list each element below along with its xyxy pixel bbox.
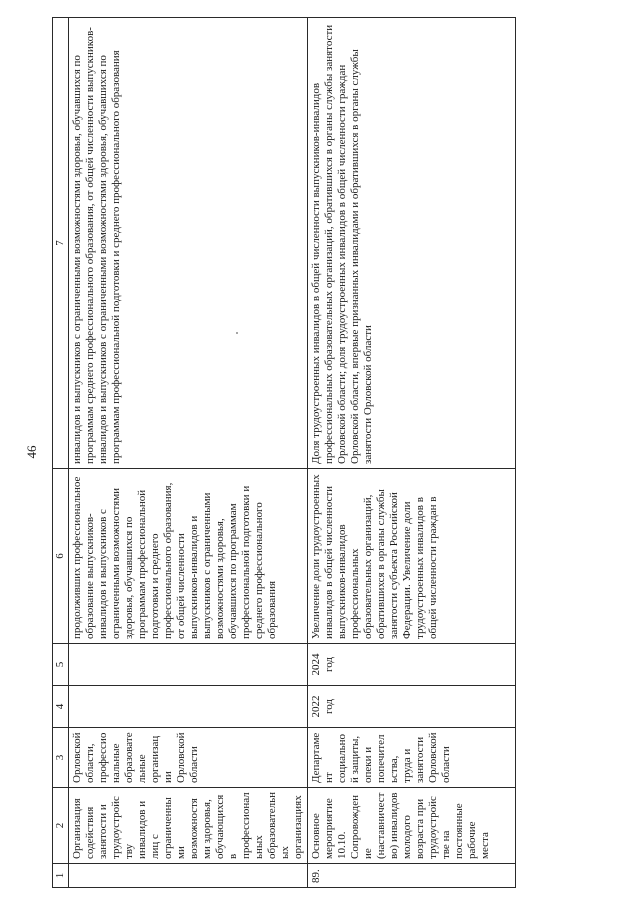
row-number bbox=[69, 864, 308, 888]
header-cell: 4 bbox=[53, 686, 69, 728]
page-number: 46 bbox=[24, 445, 39, 459]
header-cell: 1 bbox=[53, 864, 69, 888]
indicator-link: Доля трудоустроенных инвалидов в общей численности выпускников-инвалидов профессиональных образовательных организаций, обратившихся в органы службы занятости Орловской области; доля трудоустроенных инвалидов в общей численности граждан Орловской области, впервые признанных инвалидами и обратившихся в органы службы занятости Орловской области bbox=[308, 18, 516, 469]
expected-result: Увеличение доли трудоустроенных инвалидов в общей численности выпускников-инвалидов профессиональных образовательных организаций, обратившихся в органы службы занятости субъекта Российской Федерации. Увеличение доли трудоустроенных инвалидов в общей численности граждан в bbox=[308, 469, 516, 644]
row-number: 89. bbox=[308, 864, 516, 888]
end-year: 2024 год bbox=[308, 644, 516, 686]
expected-result: продолживших профессиональное образование выпускников-инвалидов и выпускников с ограниченными возможностями здоровья, обучавшихся по программам профессиональной подготовки и среднего профессионального образования, от общей численности выпускников-инвалидов и выпускников с ограниченными возможностями здоровья, обучавшихся по программам профессиональной подготовки и среднего профессионального образования bbox=[69, 469, 308, 644]
measure-name: Основное мероприятие 10.10. Сопровождение (наставничество) инвалидов молодого возраста при трудоустройстве на постоянные рабочие места bbox=[308, 788, 516, 864]
header-row bbox=[53, 18, 69, 888]
table-row bbox=[308, 18, 516, 888]
measures-table bbox=[52, 17, 516, 888]
start-year bbox=[69, 686, 308, 728]
end-year bbox=[69, 644, 308, 686]
header-cell: 6 bbox=[53, 469, 69, 644]
rotated-table-wrapper bbox=[52, 18, 522, 888]
start-year: 2022 год bbox=[308, 686, 516, 728]
header-cell: 7 bbox=[53, 18, 69, 469]
header-cell: 3 bbox=[53, 728, 69, 788]
measure-name: Организация содействия занятости и трудоустройству инвалидов и лиц с ограниченными возможностями здоровья, обучающихся в профессиональных образовательных организациях bbox=[69, 788, 308, 864]
responsible-executor: Департамент социальной защиты, опеки и попечительства, труда и занятости Орловской области bbox=[308, 728, 516, 788]
indicator-link: инвалидов и выпускников с ограниченными возможностями здоровья, обучавшихся по программам среднего профессионального образования, от общей численности выпускников-инвалидов и выпускников с ограниченными возможностями здоровья, обучавшихся по программам профессиональной подготовки и среднего профессионального образования bbox=[69, 18, 308, 469]
header-cell: 5 bbox=[53, 644, 69, 686]
responsible-executor: Орловской области, профессиональные образовательные организации Орловской области bbox=[69, 728, 308, 788]
header-cell: 2 bbox=[53, 788, 69, 864]
table-row bbox=[69, 18, 308, 888]
